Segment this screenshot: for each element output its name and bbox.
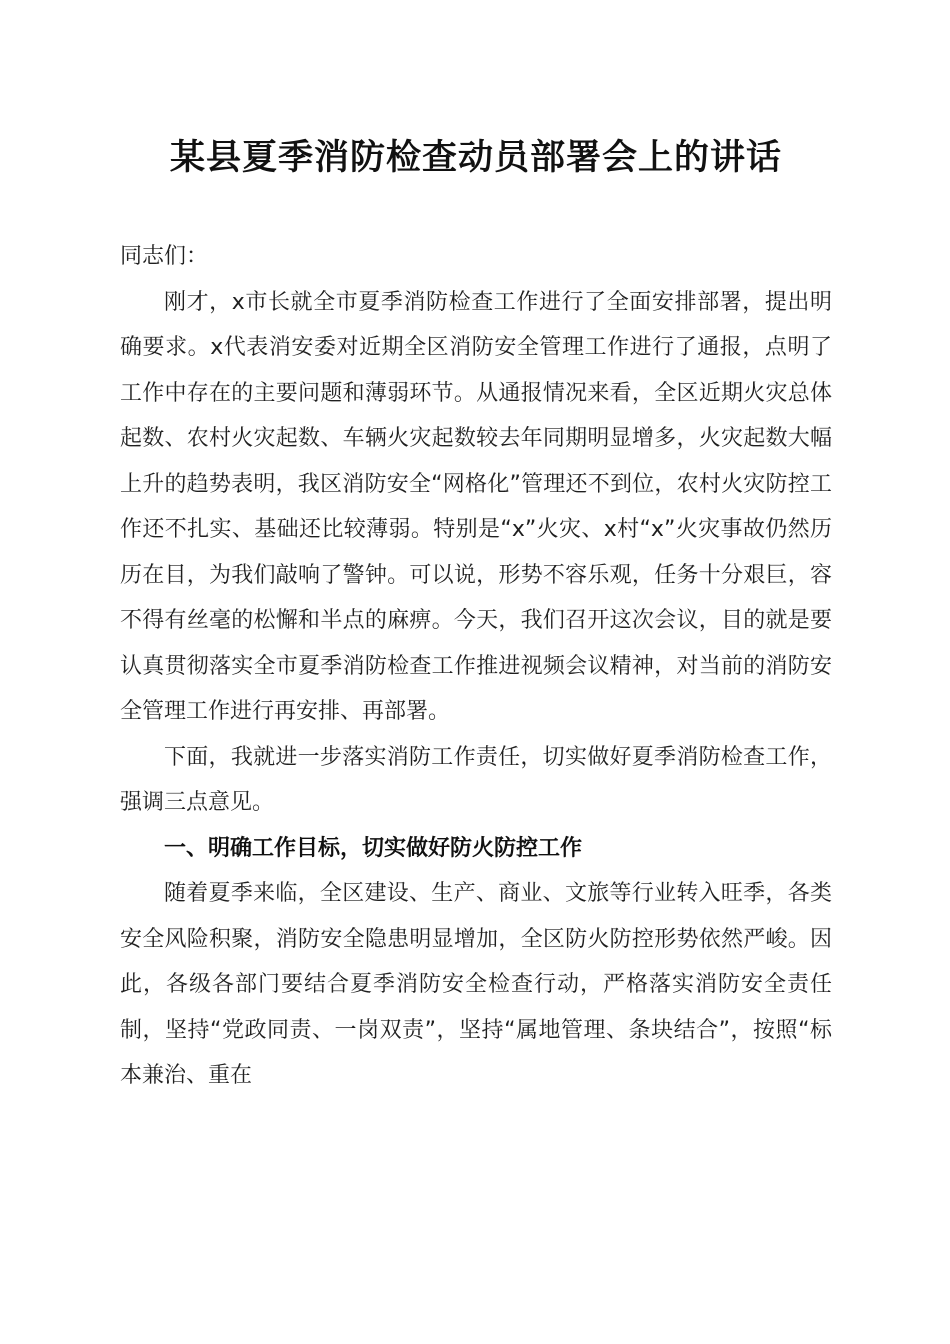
paragraph-opening: 刚才，x市长就全市夏季消防检查工作进行了全面安排部署，提出明确要求。x代表消安委对近期全区消防安全管理工作进行了通报，点明了工作中存在的主要问题和薄弱环节。从通报情况来看，全区近期火灾总体起数、农村火灾起数、车辆火灾起数较去年同期明显增多，火灾起数大幅上升的趋势表明，我区消防安全“网格化”管理还不到位，农村火灾防控工作还不扎实、基础还比较薄弱。特别是“x”火灾、x村“x”火灾事故仍然历历在目，为我们敲响了警钟。可以说，形势不容乐观，任务十分艰巨，容不得有丝毫的松懈和半点的麻痹。今天，我们召开这次会议，目的就是要认真贯彻落实全市夏季消防检查工作推进视频会议精神，对当前的消防安全管理工作进行再安排、再部署。 <box>120 289 832 724</box>
document-body <box>120 234 832 1099</box>
document-page <box>120 128 832 1099</box>
document-title: 某县夏季消防检查动员部署会上的讲话 <box>169 137 782 178</box>
section-heading-1: 一、明确工作目标，切实做好防火防控工作 <box>164 835 583 861</box>
paragraph-section-1: 随着夏季来临，全区建设、生产、商业、文旅等行业转入旺季，各类安全风险积聚，消防安全隐患明显增加，全区防火防控形势依然严峻。因此，各级各部门要结合夏季消防安全检查行动，严格落实消防安全责任制，坚持“党政同责、一岗双责”，坚持“属地管理、条块结合”，按照“标本兼治、重在 <box>120 881 832 1088</box>
salutation: 同志们： <box>120 244 209 269</box>
paragraph-outline: 下面，我就进一步落实消防工作责任，切实做好夏季消防检查工作，强调三点意见。 <box>120 744 832 815</box>
